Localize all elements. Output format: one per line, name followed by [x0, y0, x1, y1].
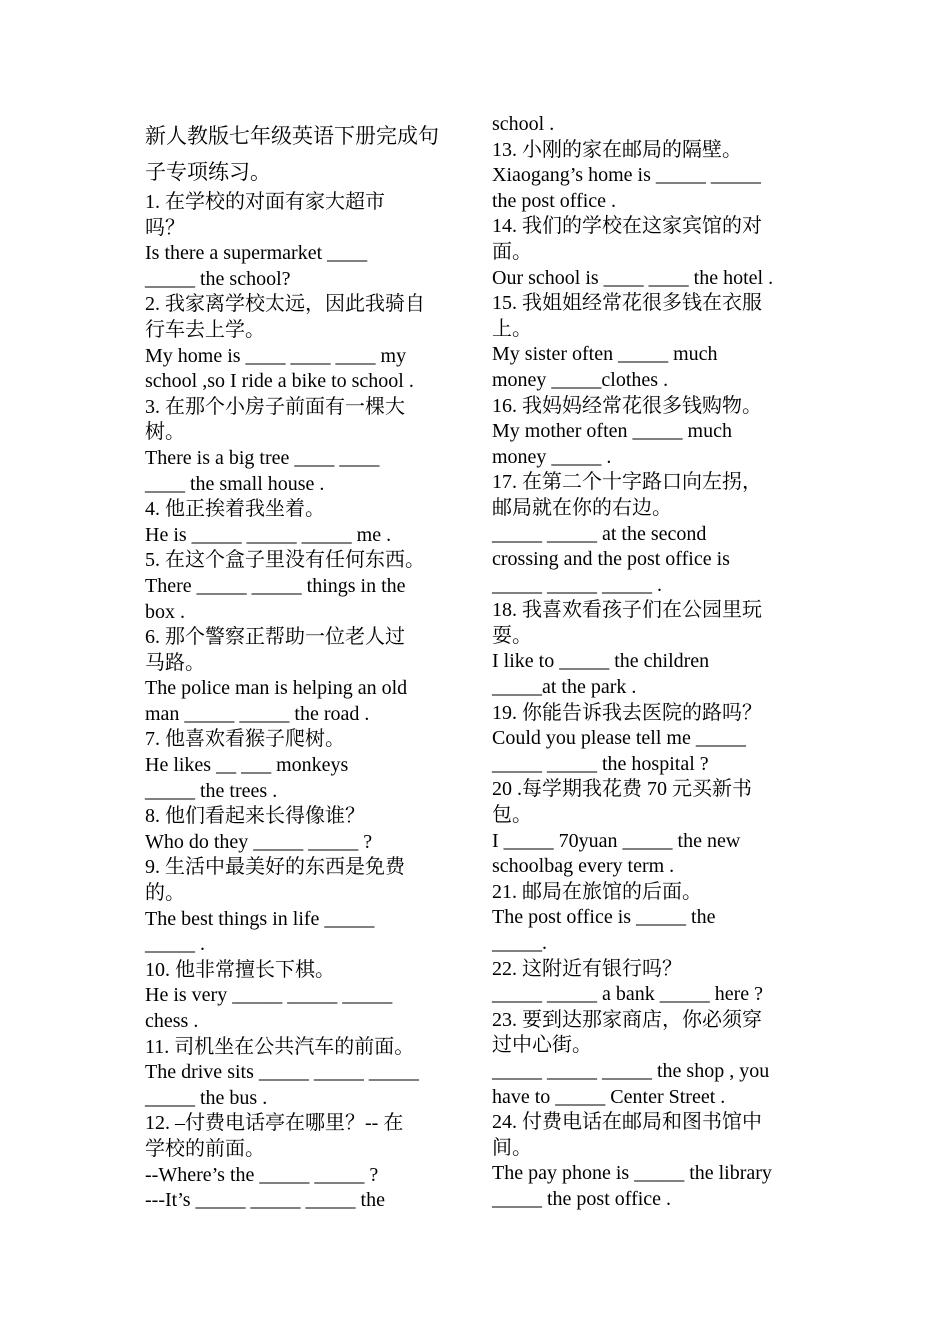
text-line: --Where’s the _____ _____ ? — [145, 1163, 379, 1186]
text-line: The best things in life _____ — [145, 907, 375, 930]
text-line: 邮局就在你的右边。 — [492, 496, 672, 519]
text-line: ---It’s _____ _____ _____ the — [145, 1189, 385, 1212]
text-line: Who do they _____ _____ ? — [145, 830, 373, 853]
text-line: man _____ _____ the road . — [145, 702, 370, 725]
text-line: 10. 他非常擅长下棋。 — [145, 958, 335, 981]
text-line: 耍。 — [492, 624, 532, 647]
text-line: schoolbag every term . — [492, 855, 675, 878]
text-line: 18. 我喜欢看孩子们在公园里玩 — [492, 599, 762, 622]
text-line: 间。 — [492, 1136, 532, 1159]
text-line: 19. 你能告诉我去医院的路吗？ — [492, 701, 762, 724]
text-line: 6. 那个警察正帮助一位老人过 — [145, 626, 405, 649]
text-line: 12. –付费电话亭在哪里？-- 在 — [145, 1112, 404, 1135]
text-line: Xiaogang’s home is _____ _____ — [492, 164, 761, 187]
text-line: 8. 他们看起来长得像谁？ — [145, 805, 365, 828]
text-line: 14. 我们的学校在这家宾馆的对 — [492, 215, 762, 238]
text-line: school . — [492, 113, 555, 135]
text-line: box . — [145, 600, 185, 623]
text-line: 15. 我姐姐经常花很多钱在衣服 — [492, 292, 762, 315]
text-line: The drive sits _____ _____ _____ — [145, 1061, 419, 1084]
text-line: ____ the small house . — [145, 472, 325, 495]
text-line: 11. 司机坐在公共汽车的前面。 — [145, 1035, 415, 1058]
text-line: The pay phone is _____ the library — [492, 1162, 772, 1185]
text-line: _____. — [492, 932, 547, 954]
doc-title-line: 子专项练习。 — [145, 160, 271, 184]
text-line: Our school is ____ ____ the hotel . — [492, 266, 774, 289]
text-line: crossing and the post office is — [492, 548, 730, 571]
text-line: Is there a supermarket ____ — [145, 242, 368, 265]
text-line: 13. 小刚的家在邮局的隔壁。 — [492, 138, 742, 161]
text-line: 包。 — [492, 804, 532, 827]
text-line: There is a big tree ____ ____ — [145, 446, 380, 469]
text-line: _____ the post office . — [492, 1187, 672, 1210]
text-line: 5. 在这个盒子里没有任何东西。 — [145, 549, 425, 572]
text-line: 9. 生活中最美好的东西是免费 — [145, 856, 405, 879]
text-line: the post office . — [492, 189, 617, 212]
text-line: 马路。 — [145, 651, 205, 674]
text-line: money _____ . — [492, 445, 612, 468]
text-line: 面。 — [492, 240, 532, 263]
text-line: money _____clothes . — [492, 368, 669, 391]
text-line: My mother often _____ much — [492, 420, 732, 443]
text-line: 过中心街。 — [492, 1034, 592, 1057]
text-line: 1. 在学校的对面有家大超市 — [145, 191, 385, 213]
text-line: _____ _____ the hospital ? — [492, 752, 709, 775]
text-line: 行车去上学。 — [145, 318, 265, 341]
text-line: 21. 邮局在旅馆的后面。 — [492, 880, 702, 903]
text-line: _____ the bus . — [145, 1086, 268, 1109]
text-line: 3. 在那个小房子前面有一棵大 — [145, 395, 405, 418]
text-line: 7. 他喜欢看猴子爬树。 — [145, 728, 345, 751]
text-line: Could you please tell me _____ — [492, 727, 746, 750]
text-line: 上。 — [492, 317, 532, 340]
doc-title-line: 新人教版七年级英语下册完成句 — [145, 124, 439, 148]
right-column — [492, 112, 817, 1213]
text-line: 16. 我妈妈经常花很多钱购物。 — [492, 394, 762, 417]
text-line: _____ the trees . — [145, 779, 278, 802]
text-line: _____ _____ a bank _____ here ? — [492, 983, 764, 1006]
text-line: 20 .每学期我花费 70 元买新书 — [492, 778, 752, 801]
left-column — [145, 112, 475, 1214]
text-line: school ,so I ride a bike to school . — [145, 370, 414, 393]
text-line: _____ _____ at the second — [492, 522, 707, 545]
text-line: 23. 要到达那家商店，你必须穿 — [492, 1008, 762, 1031]
text-line: He is very _____ _____ _____ — [145, 984, 393, 1007]
text-line: He is _____ _____ _____ me . — [145, 523, 392, 546]
text-line: _____ the school? — [145, 267, 291, 290]
text-line: 17. 在第二个十字路口向左拐， — [492, 471, 762, 494]
text-line: My sister often _____ much — [492, 343, 718, 366]
text-line: 的。 — [145, 882, 185, 905]
text-line: _____ . — [145, 933, 205, 956]
text-line: _____ _____ _____ . — [492, 573, 662, 596]
text-line: _____ _____ _____ the shop , you — [492, 1059, 770, 1082]
text-line: The police man is helping an old — [145, 677, 408, 700]
text-line: I _____ 70yuan _____ the new — [492, 829, 741, 852]
text-line: My home is ____ ____ ____ my — [145, 344, 407, 367]
text-line: There _____ _____ things in the — [145, 574, 406, 597]
text-line: have to _____ Center Street . — [492, 1085, 726, 1108]
text-line: chess . — [145, 1010, 199, 1032]
text-line: The post office is _____ the — [492, 906, 716, 929]
text-line: 学校的前面。 — [145, 1137, 265, 1160]
text-line: 2. 我家离学校太远，因此我骑自 — [145, 293, 425, 316]
text-line: He likes __ ___ monkeys — [145, 754, 349, 777]
text-line: 22. 这附近有银行吗？ — [492, 957, 682, 980]
text-line: 4. 他正挨着我坐着。 — [145, 498, 325, 521]
text-line: I like to _____ the children — [492, 650, 710, 673]
text-line: 树。 — [145, 421, 185, 444]
text-line: _____at the park . — [492, 676, 637, 699]
text-line: 吗？ — [145, 216, 185, 239]
text-line: 24. 付费电话在邮局和图书馆中 — [492, 1111, 762, 1134]
